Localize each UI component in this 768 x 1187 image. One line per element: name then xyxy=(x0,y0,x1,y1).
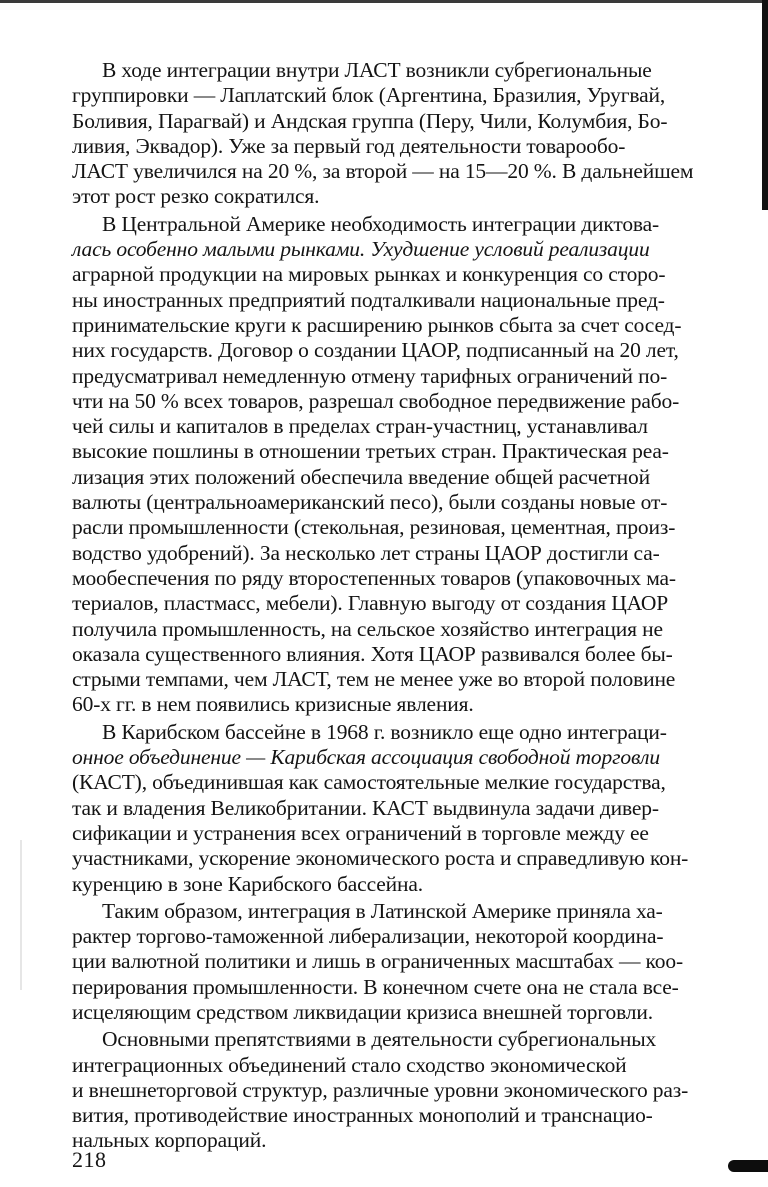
text-line xyxy=(72,975,744,1000)
text-run: этот рост резко сократился. xyxy=(72,184,320,209)
text-line xyxy=(72,924,744,949)
text-line xyxy=(72,1000,744,1025)
text-run: лизация этих положений обеспечила введение общей расчетной xyxy=(72,464,650,489)
text-run: куренцию в зоне Карибского бассейна. xyxy=(72,871,423,896)
text-run: участниками, ускорение экономического роста и справедливую кон- xyxy=(72,846,689,871)
text-line xyxy=(72,642,744,667)
text-run: получила промышленность, на сельское хозяйство интеграция не xyxy=(72,616,663,641)
text-line xyxy=(72,262,744,287)
text-run: В Карибском бассейне в 1968 г. возникло еще одно интеграци- xyxy=(102,719,667,744)
text-run: ливия, Эквадор). Уже за первый год деятельности товарообо- xyxy=(72,133,626,158)
text-line xyxy=(72,109,744,134)
text-run: стрыми темпами, чем ЛАСТ, тем не менее уже во второй половине xyxy=(72,667,676,692)
text-run: высокие пошлины в отношении третьих стран. Практическая реа- xyxy=(72,439,669,464)
scan-fold-left xyxy=(20,840,22,990)
text-run: Таким образом, интеграция в Латинской Америке приняла ха- xyxy=(102,898,663,923)
text-run: чей силы и капиталов в пределах стран-участниц, устанавливал xyxy=(72,414,648,439)
text-line xyxy=(72,1078,744,1103)
text-run: сификации и устранения всех ограничений в торговле между ее xyxy=(72,820,649,845)
text-run: ЛАСТ увеличился на 20 %, за второй — на 15—20 %. В дальнейшем xyxy=(72,159,694,184)
text-run: ны иностранных предприятий подталкивали национальные пред- xyxy=(72,287,665,312)
text-run: оказала существенного влияния. Хотя ЦАОР развивался более бы- xyxy=(72,641,673,666)
text-run: группировки — Лаплатский блок (Аргентина, Бразилия, Уругвай, xyxy=(72,83,666,108)
text-line xyxy=(72,591,744,616)
text-line xyxy=(72,821,744,846)
text-run: принимательские круги к расширению рынков сбыта за счет сосед- xyxy=(72,312,682,337)
text-run: перирования промышленности. В конечном счете она не стала все- xyxy=(72,974,679,999)
text-run: и внешнеторговой структур, различные уровни экономического раз- xyxy=(72,1077,689,1102)
text-run: предусматривал немедленную отмену тарифных ограничений по- xyxy=(72,363,668,388)
text-run: чти на 50 % всех товаров, разрешал свободное передвижение рабо- xyxy=(72,388,680,413)
italic-run: онное объединение — Карибская ассоциация свободной торговли xyxy=(72,745,660,770)
scan-shadow-bottom xyxy=(728,1160,768,1172)
page-number: 218 xyxy=(72,1147,107,1172)
text-line xyxy=(72,692,744,717)
text-line xyxy=(72,770,744,795)
paragraph xyxy=(72,720,744,897)
text-line xyxy=(72,288,744,313)
text-line xyxy=(72,617,744,642)
paragraph xyxy=(72,58,744,210)
text-line xyxy=(72,796,744,821)
text-run: (КАСТ), объединившая как самостоятельные мелкие государства, xyxy=(72,770,666,795)
text-run: интеграционных объединений стало сходство экономической xyxy=(72,1052,627,1077)
text-line xyxy=(72,720,744,745)
text-run: расли промышленности (стекольная, резиновая, цементная, произ- xyxy=(72,515,676,540)
text-run: Основными препятствиями в деятельности субрегиональных xyxy=(102,1027,657,1052)
text-line xyxy=(72,465,744,490)
text-run: Боливия, Парагвай) и Андская группа (Перу, Чили, Колумбия, Бо- xyxy=(72,108,668,133)
paragraph xyxy=(72,899,744,1025)
text-run: валюты (центральноамериканский песо), были созданы новые от- xyxy=(72,490,668,515)
text-line xyxy=(72,1053,744,1078)
text-run: ции валютной политики и лишь в ограниченных масштабах — коо- xyxy=(72,949,683,974)
text-line xyxy=(72,541,744,566)
text-run: водство удобрений). За несколько лет страны ЦАОР достигли са- xyxy=(72,540,660,565)
italic-run: лась особенно малыми рынками. xyxy=(72,237,366,262)
scan-shadow-right xyxy=(762,0,768,210)
text-line xyxy=(72,566,744,591)
text-run: аграрной продукции на мировых рынках и конкуренция со сторо- xyxy=(72,262,666,287)
text-run: нальных корпораций. xyxy=(72,1128,267,1153)
text-run: вития, противодействие иностранных монополий и транснацио- xyxy=(72,1103,653,1128)
paragraph xyxy=(72,212,744,718)
text-run: териалов, пластмасс, мебели). Главную выгоду от создания ЦАОР xyxy=(72,591,669,616)
text-run: мообеспечения по ряду второстепенных товаров (упаковочных ма- xyxy=(72,565,676,590)
text-line xyxy=(72,389,744,414)
paragraph xyxy=(72,1027,744,1153)
text-line xyxy=(72,490,744,515)
text-line xyxy=(72,1027,744,1052)
text-line xyxy=(72,872,744,897)
text-line xyxy=(72,364,744,389)
text-line xyxy=(72,846,744,871)
text-line xyxy=(72,1128,744,1153)
text-line xyxy=(72,134,744,159)
text-line xyxy=(72,414,744,439)
text-run: 60-х гг. в нем появились кризисные явления. xyxy=(72,692,474,717)
scan-edge-top xyxy=(0,0,768,3)
text-run: так и владения Великобритании. КАСТ выдвинула задачи дивер- xyxy=(72,795,659,820)
body-text xyxy=(72,58,744,1156)
text-run: В ходе интеграции внутри ЛАСТ возникли субрегиональные xyxy=(102,58,652,82)
text-line xyxy=(72,83,744,108)
text-line xyxy=(72,745,744,770)
text-line xyxy=(72,667,744,692)
text-run: исцеляющим средством ликвидации кризиса внешней торговли. xyxy=(72,999,653,1024)
text-line xyxy=(72,949,744,974)
text-run: рактер торгово-таможенной либерализации, некоторой координа- xyxy=(72,924,664,949)
text-line xyxy=(72,313,744,338)
text-line xyxy=(72,237,744,262)
text-line xyxy=(72,1103,744,1128)
text-run: них государств. Договор о создании ЦАОР, подписанный на 20 лет, xyxy=(72,338,679,363)
text-line xyxy=(72,212,744,237)
text-line xyxy=(72,159,744,184)
text-run: В Центральной Америке необходимость интеграции диктова- xyxy=(102,211,660,236)
text-line xyxy=(72,184,744,209)
text-line xyxy=(72,515,744,540)
text-line xyxy=(72,439,744,464)
text-line xyxy=(72,338,744,363)
italic-run: Ухудшение условий реализации xyxy=(370,237,650,262)
text-line xyxy=(72,58,744,83)
text-line xyxy=(72,899,744,924)
